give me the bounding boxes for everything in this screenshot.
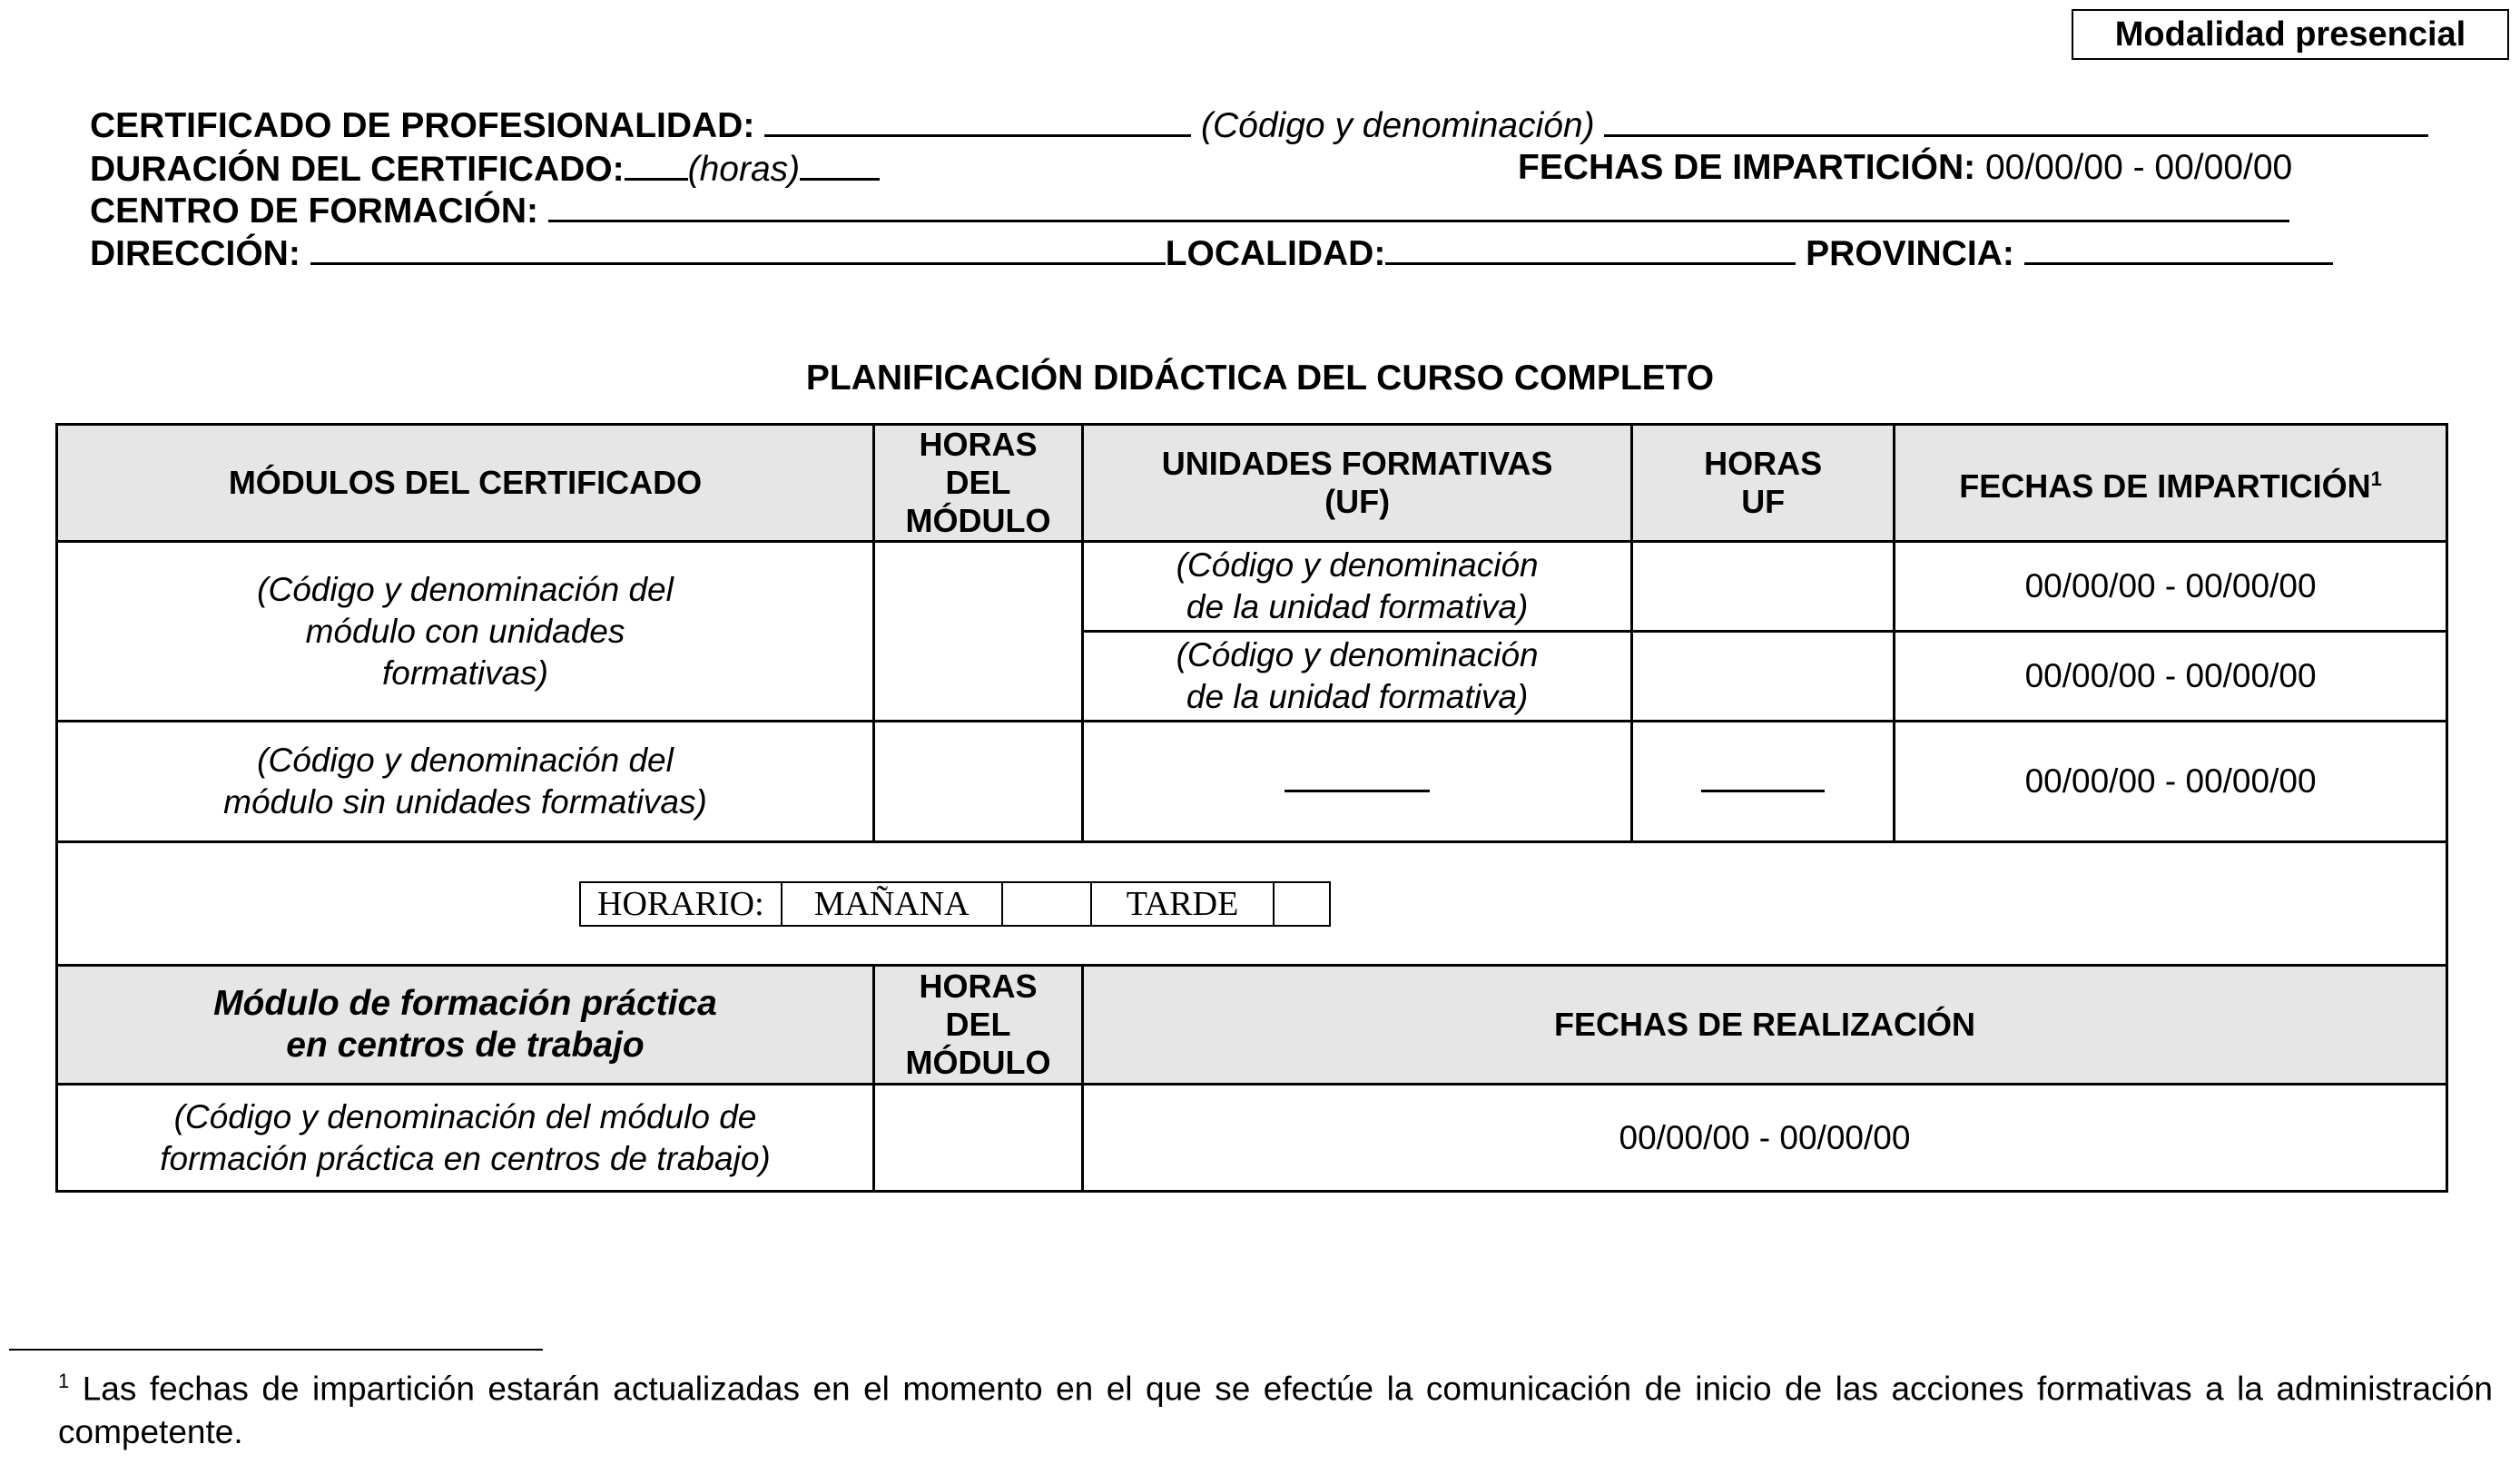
uf-dash — [1285, 768, 1430, 792]
modulo-sin-uf: (Código y denominación del módulo sin unidades formativas) — [57, 722, 874, 842]
duracion-hint: (horas) — [687, 150, 801, 189]
table-header-row — [57, 425, 2447, 542]
footnote-mark: 1 — [58, 1370, 70, 1392]
uf-none-cell — [1082, 722, 1631, 842]
table-row — [57, 542, 2447, 632]
header-horas-modulo: HORAS DEL MÓDULO — [873, 425, 1082, 542]
direccion-field[interactable] — [310, 231, 1166, 265]
header-line-duracion — [90, 147, 880, 191]
header-fechas: FECHAS DE IMPARTICIÓN — [1959, 467, 2371, 505]
centro-field[interactable] — [548, 189, 2289, 222]
cert-hint: (Código y denominación) — [1201, 106, 1595, 145]
horas-uf2-cell[interactable] — [1632, 632, 1895, 722]
practica-modulo: (Código y denominación del módulo de formación práctica en centros de trabajo) — [57, 1085, 874, 1192]
horario-manana-label: MAÑANA — [783, 883, 1003, 925]
direccion-label: DIRECCIÓN: — [90, 234, 300, 273]
header-modulos: MÓDULOS DEL CERTIFICADO — [57, 425, 874, 542]
practica-horas-header: HORAS DEL MÓDULO — [873, 966, 1082, 1085]
modulo-con-uf: (Código y denominación del módulo con unidades formativas) — [57, 542, 874, 722]
uf2-cell: (Código y denominación de la unidad formativa) — [1082, 632, 1631, 722]
horas-modulo-cell[interactable] — [873, 542, 1082, 722]
uf2-fechas: 00/00/00 - 00/00/00 — [1895, 632, 2447, 722]
horario-cell — [57, 842, 2447, 966]
cert-name-field[interactable] — [1604, 103, 2428, 137]
mod-sin-uf-fechas: 00/00/00 - 00/00/00 — [1895, 722, 2447, 842]
header-horas-uf: HORAS UF — [1632, 425, 1895, 542]
horario-tarde-box[interactable] — [1275, 883, 1329, 925]
footnote-ref: 1 — [2370, 467, 2382, 490]
localidad-label: LOCALIDAD: — [1165, 234, 1386, 273]
table-row — [57, 1085, 2447, 1192]
table-row — [57, 722, 2447, 842]
page-title: PLANIFICACIÓN DIDÁCTICA DEL CURSO COMPLETO — [805, 359, 1715, 398]
centro-label: CENTRO DE FORMACIÓN: — [90, 192, 538, 231]
horario-row — [57, 842, 2447, 966]
footnote-text: Las fechas de impartición estarán actualizadas en el momento en el que se efectúe la comunicación de inicio de las acciones formativas a la administración competente. — [58, 1370, 2493, 1451]
fechas-value: 00/00/00 - 00/00/00 — [1984, 148, 2293, 187]
header-fechas — [1518, 147, 2292, 189]
practica-fechas: 00/00/00 - 00/00/00 — [1082, 1085, 2446, 1192]
duracion-label: DURACIÓN DEL CERTIFICADO: — [90, 150, 625, 189]
horas-uf1-cell[interactable] — [1632, 542, 1895, 632]
duracion-field-a[interactable] — [625, 147, 688, 181]
footnote-divider — [9, 1349, 543, 1351]
horario-tarde-label: TARDE — [1092, 883, 1275, 925]
planificacion-table — [55, 423, 2448, 1193]
footnote — [58, 1360, 2493, 1454]
horas-modulo-sin-uf-cell[interactable] — [873, 722, 1082, 842]
uf1-fechas: 00/00/00 - 00/00/00 — [1895, 542, 2447, 632]
practica-header: Módulo de formación práctica en centros de trabajo — [57, 966, 874, 1085]
practica-horas-cell[interactable] — [873, 1085, 1082, 1192]
header-fechas-cell — [1895, 425, 2447, 542]
header-unidades: UNIDADES FORMATIVAS (UF) — [1082, 425, 1631, 542]
horas-uf-dash — [1701, 768, 1825, 792]
horario-box — [579, 881, 1331, 927]
provincia-field[interactable] — [2024, 231, 2333, 265]
localidad-field[interactable] — [1385, 231, 1796, 265]
uf1-cell: (Código y denominación de la unidad formativa) — [1082, 542, 1631, 632]
horario-label: HORARIO: — [581, 883, 783, 925]
header-line-certificado — [90, 103, 2428, 147]
horas-uf-none-cell — [1632, 722, 1895, 842]
fechas-label: FECHAS DE IMPARTICIÓN: — [1518, 148, 1976, 187]
modalidad-badge: Modalidad presencial — [2072, 9, 2509, 60]
horario-manana-box[interactable] — [1003, 883, 1092, 925]
cert-label: CERTIFICADO DE PROFESIONALIDAD: — [90, 106, 755, 145]
header-line-centro — [90, 189, 2289, 232]
cert-code-field[interactable] — [764, 103, 1191, 137]
header-line-direccion — [90, 231, 2333, 275]
provincia-label: PROVINCIA: — [1806, 234, 2014, 273]
practica-header-row — [57, 966, 2447, 1085]
duracion-field-b[interactable] — [800, 147, 880, 181]
practica-fechas-header: FECHAS DE REALIZACIÓN — [1082, 966, 2446, 1085]
